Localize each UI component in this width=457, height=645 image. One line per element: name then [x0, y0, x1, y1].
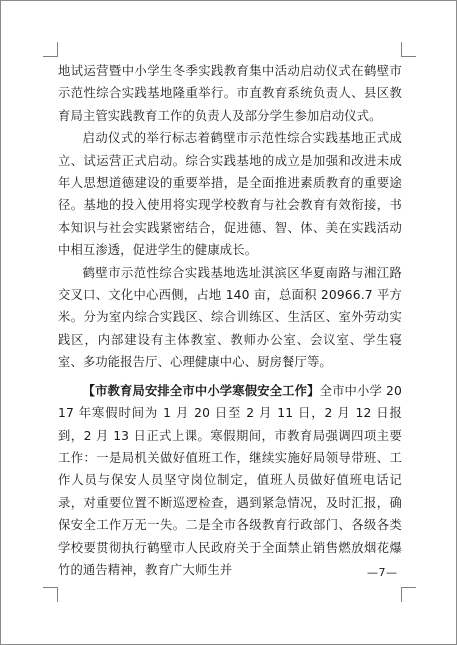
crop-mark-top-right [401, 42, 416, 57]
page-number: —7— [367, 566, 398, 579]
paragraph-ceremony-significance: 启动仪式的举行标志着鹤壁市示范性综合实践基地正式成立、试运营正式启动。综合实践基地的成立是加强和改进未成年人思想道德建设的重要举措，是全面推进素质教育的重要途径。基地的投入使用将实现学校教育与社会教育有效衔接，书本知识与社会实践紧密结合，促进德、智、体、美在实践活动中相互渗透，促进学生的健康成长。 [58, 131, 402, 258]
news-body: 全市中小学 2017 年寒假时间为 1 月 20 日至 2 月 11 日，2 月 12 日报到，2 月 13 日正式上课。寒假期间，市教育局强调四项主要工作：一是局机关做好值班工作，继续实施好局领导带班、工作人员与保安人员坚守岗位制定，值班人员做好值班电话记录，对重要位置不断巡逻检查，遇到紧急情况，及时汇报，确保安全工作万无一失。二是全市各级教育行政部门、各级各类学校要贯彻执行鹤壁市人民政府关于全面禁止销售燃放烟花爆竹的通告精神，教育广大师生并 [58, 383, 402, 577]
crop-mark-bottom-right [401, 587, 416, 602]
crop-mark-bottom-left [43, 587, 58, 602]
paragraph-winter-safety [58, 380, 402, 582]
paragraph-base-location: 鹤壁市示范性综合实践基地选址淇滨区华夏南路与湘江路交叉口、文化中心西侧，占地 140 亩，总面积 20966.7 平方米。分为室内综合实践区、综合训练区、生活区、室外劳动实践区，内部建设有主体教室、教师办公室、会议室、学生寝室、多功能报告厅、心理健康中心、厨房餐厅等。 [58, 265, 402, 370]
news-headline: 【市教育局安排全市中小学寒假安全工作】 [82, 383, 320, 398]
paragraph-continuation: 地试运营暨中小学生冬季实践教育集中活动启动仪式在鹤壁市示范性综合实践基地隆重举行。市直教育系统负责人、县区教育局主管实践教育工作的负责人及部分学生参加启动仪式。 [58, 64, 402, 123]
crop-mark-top-left [43, 42, 58, 57]
page-body [58, 60, 402, 581]
